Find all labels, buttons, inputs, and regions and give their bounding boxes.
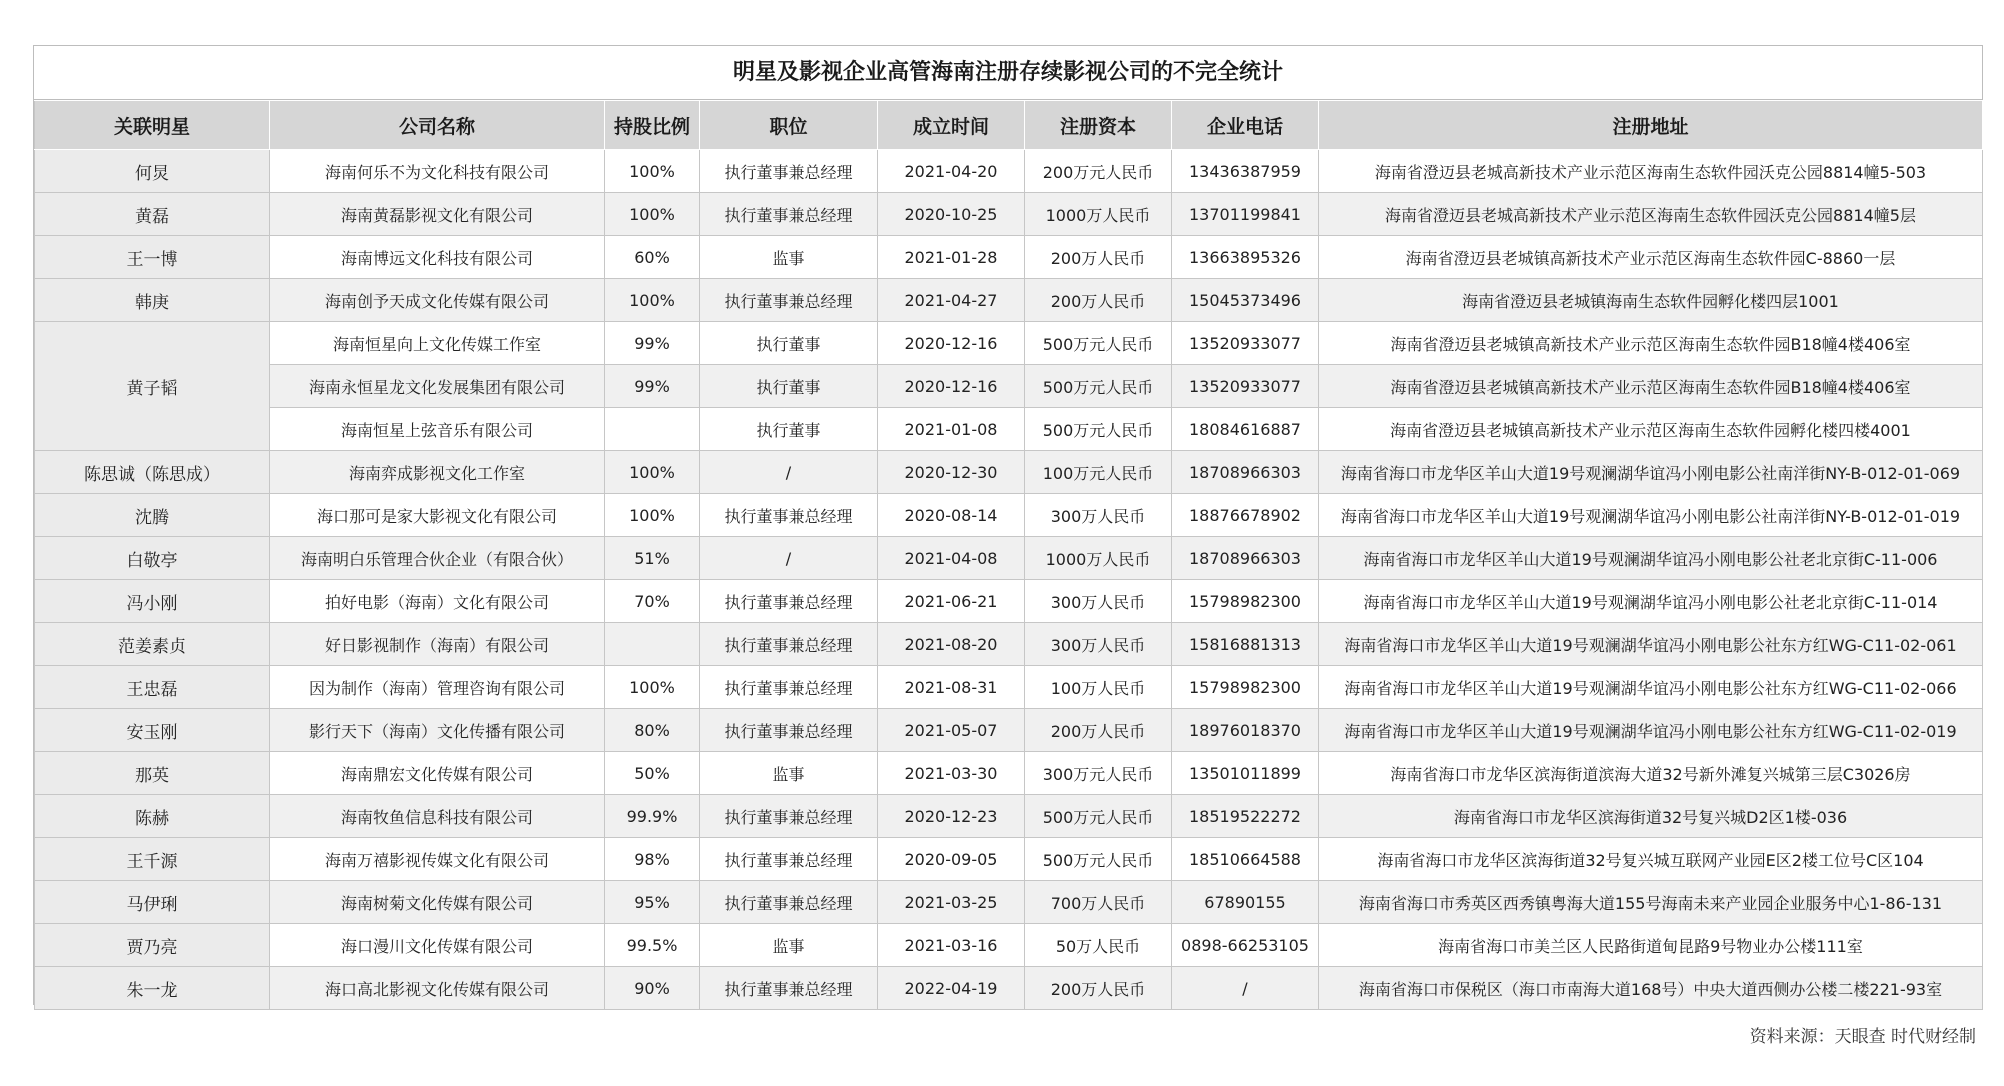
founded-date-cell: 2020-12-16 <box>878 365 1025 408</box>
capital-cell: 300万人民币 <box>1025 623 1172 666</box>
position-cell: 执行董事兼总经理 <box>700 967 878 1010</box>
related-star-cell: 冯小刚 <box>35 580 270 623</box>
table-row <box>35 451 1983 494</box>
position-cell: / <box>700 451 878 494</box>
founded-date-cell: 2020-08-14 <box>878 494 1025 537</box>
capital-cell: 500万元人民币 <box>1025 838 1172 881</box>
header-phone: 企业电话 <box>1172 101 1319 150</box>
capital-cell: 1000万人民币 <box>1025 537 1172 580</box>
company-name-cell: 海南何乐不为文化科技有限公司 <box>270 150 605 193</box>
phone-cell: 18976018370 <box>1172 709 1319 752</box>
founded-date-cell: 2022-04-19 <box>878 967 1025 1010</box>
position-cell: 执行董事兼总经理 <box>700 623 878 666</box>
share-ratio-cell: 98% <box>605 838 700 881</box>
founded-date-cell: 2021-08-31 <box>878 666 1025 709</box>
share-ratio-cell: 80% <box>605 709 700 752</box>
table-row <box>35 494 1983 537</box>
related-star-cell: 马伊琍 <box>35 881 270 924</box>
position-cell: 执行董事 <box>700 408 878 451</box>
share-ratio-cell: 50% <box>605 752 700 795</box>
table-row <box>35 666 1983 709</box>
company-name-cell: 海口那可是家大影视文化有限公司 <box>270 494 605 537</box>
phone-cell: 15816881313 <box>1172 623 1319 666</box>
capital-cell: 200万人民币 <box>1025 709 1172 752</box>
address-cell: 海南省海口市秀英区西秀镇粤海大道155号海南未来产业园企业服务中心1-86-131 <box>1319 881 1983 924</box>
related-star-cell: 王千源 <box>35 838 270 881</box>
address-cell: 海南省海口市龙华区羊山大道19号观澜湖华谊冯小刚电影公社老北京街C-11-006 <box>1319 537 1983 580</box>
founded-date-cell: 2020-12-16 <box>878 322 1025 365</box>
capital-cell: 500万元人民币 <box>1025 795 1172 838</box>
capital-cell: 200万元人民币 <box>1025 150 1172 193</box>
address-cell: 海南省海口市龙华区羊山大道19号观澜湖华谊冯小刚电影公社东方红WG-C11-02-019 <box>1319 709 1983 752</box>
position-cell: 监事 <box>700 236 878 279</box>
table-row <box>35 150 1983 193</box>
phone-cell: 13701199841 <box>1172 193 1319 236</box>
share-ratio-cell <box>605 408 700 451</box>
table-row <box>35 967 1983 1010</box>
phone-cell: 18510664588 <box>1172 838 1319 881</box>
founded-date-cell: 2021-04-27 <box>878 279 1025 322</box>
related-star-cell: 范姜素贞 <box>35 623 270 666</box>
related-star-cell: 黄子韬 <box>35 322 270 451</box>
position-cell: 执行董事兼总经理 <box>700 494 878 537</box>
founded-date-cell: 2021-06-21 <box>878 580 1025 623</box>
position-cell: 监事 <box>700 924 878 967</box>
founded-date-cell: 2021-05-07 <box>878 709 1025 752</box>
related-star-cell: 陈思诚（陈思成） <box>35 451 270 494</box>
address-cell: 海南省海口市美兰区人民路街道甸昆路9号物业办公楼111室 <box>1319 924 1983 967</box>
header-share: 持股比例 <box>605 101 700 150</box>
address-cell: 海南省澄迈县老城镇海南生态软件园孵化楼四层1001 <box>1319 279 1983 322</box>
position-cell: 执行董事兼总经理 <box>700 838 878 881</box>
table-row <box>35 752 1983 795</box>
company-name-cell: 影行天下（海南）文化传播有限公司 <box>270 709 605 752</box>
capital-cell: 700万人民币 <box>1025 881 1172 924</box>
header-capital: 注册资本 <box>1025 101 1172 150</box>
company-name-cell: 海南创予天成文化传媒有限公司 <box>270 279 605 322</box>
company-name-cell: 海南恒星向上文化传媒工作室 <box>270 322 605 365</box>
related-star-cell: 沈腾 <box>35 494 270 537</box>
share-ratio-cell: 51% <box>605 537 700 580</box>
header-star: 关联明星 <box>35 101 270 150</box>
position-cell: 执行董事兼总经理 <box>700 881 878 924</box>
table-row <box>35 924 1983 967</box>
capital-cell: 500万元人民币 <box>1025 408 1172 451</box>
phone-cell: 15798982300 <box>1172 666 1319 709</box>
founded-date-cell: 2021-08-20 <box>878 623 1025 666</box>
address-cell: 海南省海口市龙华区滨海街道32号复兴城D2区1楼-036 <box>1319 795 1983 838</box>
table-row <box>35 580 1983 623</box>
table-row <box>35 236 1983 279</box>
address-cell: 海南省澄迈县老城镇高新技术产业示范区海南生态软件园B18幢4楼406室 <box>1319 365 1983 408</box>
related-star-cell: 何炅 <box>35 150 270 193</box>
phone-cell: 18084616887 <box>1172 408 1319 451</box>
address-cell: 海南省海口市龙华区羊山大道19号观澜湖华谊冯小刚电影公社南洋街NY-B-012-01-069 <box>1319 451 1983 494</box>
company-name-cell: 海南树菊文化传媒有限公司 <box>270 881 605 924</box>
phone-cell: 18708966303 <box>1172 537 1319 580</box>
related-star-cell: 黄磊 <box>35 193 270 236</box>
capital-cell: 200万人民币 <box>1025 236 1172 279</box>
share-ratio-cell: 100% <box>605 451 700 494</box>
capital-cell: 300万人民币 <box>1025 580 1172 623</box>
address-cell: 海南省海口市保税区（海口市南海大道168号）中央大道西侧办公楼二楼221-93室 <box>1319 967 1983 1010</box>
share-ratio-cell: 99% <box>605 322 700 365</box>
share-ratio-cell: 100% <box>605 150 700 193</box>
founded-date-cell: 2021-03-30 <box>878 752 1025 795</box>
share-ratio-cell: 100% <box>605 494 700 537</box>
header-date: 成立时间 <box>878 101 1025 150</box>
related-star-cell: 安玉刚 <box>35 709 270 752</box>
address-cell: 海南省海口市龙华区羊山大道19号观澜湖华谊冯小刚电影公社老北京街C-11-014 <box>1319 580 1983 623</box>
share-ratio-cell: 100% <box>605 193 700 236</box>
related-star-cell: 王一博 <box>35 236 270 279</box>
founded-date-cell: 2020-12-30 <box>878 451 1025 494</box>
phone-cell: 15045373496 <box>1172 279 1319 322</box>
related-star-cell: 朱一龙 <box>35 967 270 1010</box>
position-cell: 监事 <box>700 752 878 795</box>
position-cell: 执行董事兼总经理 <box>700 709 878 752</box>
address-cell: 海南省澄迈县老城高新技术产业示范区海南生态软件园沃克公园8814幢5层 <box>1319 193 1983 236</box>
phone-cell: 15798982300 <box>1172 580 1319 623</box>
founded-date-cell: 2020-12-23 <box>878 795 1025 838</box>
company-name-cell: 海南万禧影视传媒文化有限公司 <box>270 838 605 881</box>
company-name-cell: 海南永恒星龙文化发展集团有限公司 <box>270 365 605 408</box>
company-name-cell: 海口漫川文化传媒有限公司 <box>270 924 605 967</box>
company-name-cell: 海南恒星上弦音乐有限公司 <box>270 408 605 451</box>
share-ratio-cell: 99.5% <box>605 924 700 967</box>
position-cell: 执行董事 <box>700 322 878 365</box>
table-row <box>35 279 1983 322</box>
table-row <box>35 408 1983 451</box>
related-star-cell: 陈赫 <box>35 795 270 838</box>
address-cell: 海南省澄迈县老城镇高新技术产业示范区海南生态软件园C-8860一层 <box>1319 236 1983 279</box>
table-row <box>35 537 1983 580</box>
table-row <box>35 881 1983 924</box>
capital-cell: 200万人民币 <box>1025 279 1172 322</box>
phone-cell: 13663895326 <box>1172 236 1319 279</box>
share-ratio-cell <box>605 623 700 666</box>
position-cell: 执行董事兼总经理 <box>700 795 878 838</box>
phone-cell: 13436387959 <box>1172 150 1319 193</box>
capital-cell: 1000万人民币 <box>1025 193 1172 236</box>
table-row <box>35 838 1983 881</box>
related-star-cell: 韩庚 <box>35 279 270 322</box>
company-name-cell: 拍好电影（海南）文化有限公司 <box>270 580 605 623</box>
company-name-cell: 海南黄磊影视文化有限公司 <box>270 193 605 236</box>
address-cell: 海南省海口市龙华区羊山大道19号观澜湖华谊冯小刚电影公社东方红WG-C11-02-066 <box>1319 666 1983 709</box>
header-row <box>35 101 1983 150</box>
share-ratio-cell: 100% <box>605 279 700 322</box>
table-row <box>35 193 1983 236</box>
phone-cell: 18708966303 <box>1172 451 1319 494</box>
header-address: 注册地址 <box>1319 101 1983 150</box>
related-star-cell: 王忠磊 <box>35 666 270 709</box>
company-name-cell: 海南弈成影视文化工作室 <box>270 451 605 494</box>
capital-cell: 300万人民币 <box>1025 494 1172 537</box>
founded-date-cell: 2021-03-25 <box>878 881 1025 924</box>
phone-cell: 13520933077 <box>1172 322 1319 365</box>
capital-cell: 50万人民币 <box>1025 924 1172 967</box>
header-position: 职位 <box>700 101 878 150</box>
share-ratio-cell: 100% <box>605 666 700 709</box>
company-name-cell: 海南牧鱼信息科技有限公司 <box>270 795 605 838</box>
table-row <box>35 795 1983 838</box>
phone-cell: 18876678902 <box>1172 494 1319 537</box>
table-title: 明星及影视企业高管海南注册存续影视公司的不完全统计 <box>34 46 1982 100</box>
share-ratio-cell: 60% <box>605 236 700 279</box>
company-name-cell: 海口高北影视文化传媒有限公司 <box>270 967 605 1010</box>
position-cell: 执行董事兼总经理 <box>700 279 878 322</box>
table-row <box>35 322 1983 365</box>
address-cell: 海南省澄迈县老城高新技术产业示范区海南生态软件园沃克公园8814幢5-503 <box>1319 150 1983 193</box>
address-cell: 海南省海口市龙华区滨海街道滨海大道32号新外滩复兴城第三层C3026房 <box>1319 752 1983 795</box>
phone-cell: 13501011899 <box>1172 752 1319 795</box>
phone-cell: 67890155 <box>1172 881 1319 924</box>
header-company: 公司名称 <box>270 101 605 150</box>
address-cell: 海南省澄迈县老城镇高新技术产业示范区海南生态软件园B18幢4楼406室 <box>1319 322 1983 365</box>
capital-cell: 300万元人民币 <box>1025 752 1172 795</box>
phone-cell: 18519522272 <box>1172 795 1319 838</box>
position-cell: / <box>700 537 878 580</box>
table-body <box>35 150 1983 1010</box>
position-cell: 执行董事 <box>700 365 878 408</box>
share-ratio-cell: 95% <box>605 881 700 924</box>
address-cell: 海南省海口市龙华区羊山大道19号观澜湖华谊冯小刚电影公社东方红WG-C11-02-061 <box>1319 623 1983 666</box>
company-table <box>34 100 1983 1010</box>
founded-date-cell: 2021-03-16 <box>878 924 1025 967</box>
company-name-cell: 海南明白乐管理合伙企业（有限合伙） <box>270 537 605 580</box>
share-ratio-cell: 70% <box>605 580 700 623</box>
capital-cell: 500万元人民币 <box>1025 365 1172 408</box>
address-cell: 海南省澄迈县老城镇高新技术产业示范区海南生态软件园孵化楼四楼4001 <box>1319 408 1983 451</box>
address-cell: 海南省海口市龙华区羊山大道19号观澜湖华谊冯小刚电影公社南洋街NY-B-012-01-019 <box>1319 494 1983 537</box>
founded-date-cell: 2021-01-08 <box>878 408 1025 451</box>
position-cell: 执行董事兼总经理 <box>700 193 878 236</box>
phone-cell: 0898-66253105 <box>1172 924 1319 967</box>
share-ratio-cell: 99% <box>605 365 700 408</box>
capital-cell: 200万人民币 <box>1025 967 1172 1010</box>
position-cell: 执行董事兼总经理 <box>700 150 878 193</box>
related-star-cell: 贾乃亮 <box>35 924 270 967</box>
capital-cell: 500万元人民币 <box>1025 322 1172 365</box>
table-row <box>35 365 1983 408</box>
founded-date-cell: 2021-04-08 <box>878 537 1025 580</box>
address-cell: 海南省海口市龙华区滨海街道32号复兴城互联网产业园E区2楼工位号C区104 <box>1319 838 1983 881</box>
position-cell: 执行董事兼总经理 <box>700 666 878 709</box>
related-star-cell: 白敬亭 <box>35 537 270 580</box>
phone-cell: 13520933077 <box>1172 365 1319 408</box>
source-note: 资料来源：天眼查 时代财经制 <box>1749 1027 1976 1047</box>
founded-date-cell: 2021-01-28 <box>878 236 1025 279</box>
company-name-cell: 因为制作（海南）管理咨询有限公司 <box>270 666 605 709</box>
phone-cell: / <box>1172 967 1319 1010</box>
founded-date-cell: 2020-09-05 <box>878 838 1025 881</box>
company-name-cell: 好日影视制作（海南）有限公司 <box>270 623 605 666</box>
statistics-table-frame <box>33 45 1983 1005</box>
founded-date-cell: 2021-04-20 <box>878 150 1025 193</box>
related-star-cell: 那英 <box>35 752 270 795</box>
company-name-cell: 海南鼎宏文化传媒有限公司 <box>270 752 605 795</box>
company-name-cell: 海南博远文化科技有限公司 <box>270 236 605 279</box>
position-cell: 执行董事兼总经理 <box>700 580 878 623</box>
table-row <box>35 709 1983 752</box>
capital-cell: 100万元人民币 <box>1025 451 1172 494</box>
founded-date-cell: 2020-10-25 <box>878 193 1025 236</box>
share-ratio-cell: 99.9% <box>605 795 700 838</box>
capital-cell: 100万人民币 <box>1025 666 1172 709</box>
table-row <box>35 623 1983 666</box>
share-ratio-cell: 90% <box>605 967 700 1010</box>
